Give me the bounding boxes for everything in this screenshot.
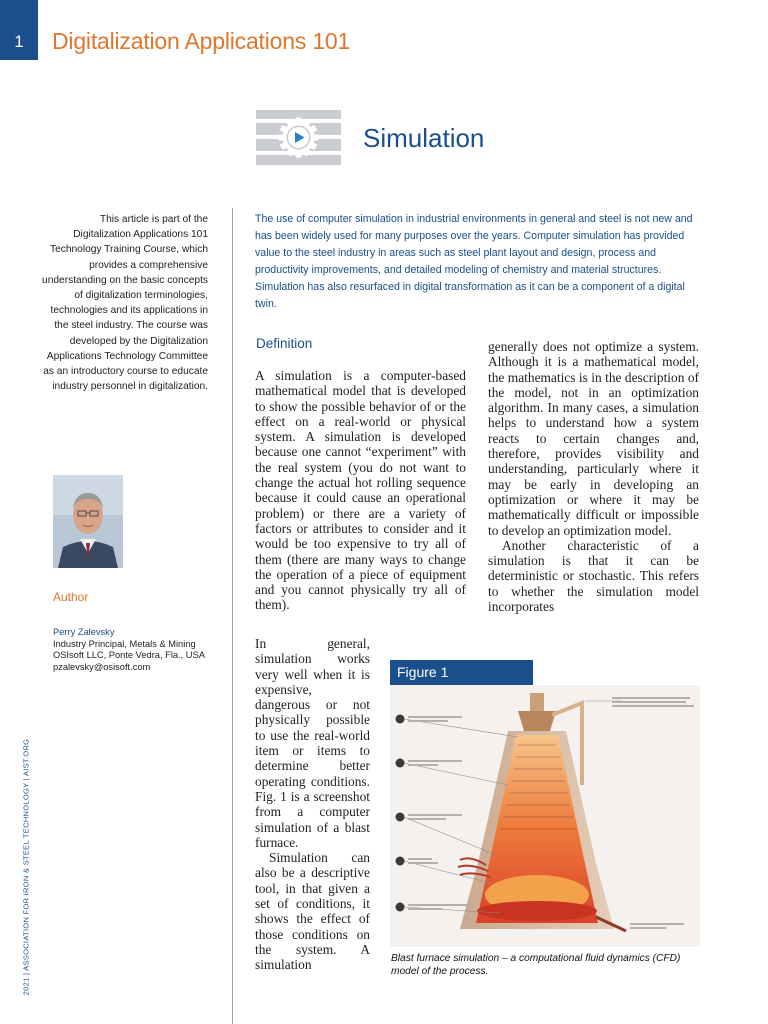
body-column-2 [488, 339, 699, 614]
sidebar-vertical-text: 2021 | ASSOCIATION FOR IRON & STEEL TECHNOLOGY | AIST.ORG [21, 738, 31, 996]
body-column-1 [255, 368, 466, 613]
page-number: 1 [14, 32, 24, 51]
gear-play-icon [256, 110, 341, 165]
blast-furnace-figure [390, 685, 700, 947]
body-column-1-narrow [255, 636, 370, 973]
body-paragraph: Simulation can also be a descriptive tool, in that given a set of conditions, it shows the effect of those conditions on the system. A simulation [255, 850, 370, 973]
author-photo [53, 475, 123, 568]
definition-heading: Definition [256, 336, 313, 351]
figure-label: Figure 1 [397, 664, 449, 680]
author-org: OSIsoft LLC, Ponte Vedra, Fla., USA [53, 650, 205, 660]
course-intro-note [40, 212, 208, 394]
author-email: pzalevsky@osisoft.com [53, 661, 151, 672]
body-paragraph: In general, simulation works very well when it is expensive, dangerous or not physically possible to use the real-world item or items to determine better operating conditions. Fig. 1 is a screenshot from a computer simulation of a blast furnace. [255, 636, 370, 850]
body-paragraph: Another characteristic of a simulation is that it can be deterministic or stochastic. This refers to whether the simulation model incorporates [488, 537, 699, 615]
lead-paragraph [255, 211, 700, 313]
sidebar-vertical-credit [16, 738, 36, 996]
running-header-title: Digitalization Applications 101 [52, 28, 351, 54]
author-name: Perry Zalevsky [53, 627, 115, 637]
author-title: Industry Principal, Metals & Mining [53, 638, 196, 649]
course-intro-text: This article is part of the Digitalization Applications 101 Technology Training Course, which provides a comprehensive understanding on the basic concepts of digitalization terminologies, technologies and its applications in the steel industry. The course was developed by the Digitalization Applications Technology Committee as an introductory course to educate industry personnel in digitalization. [42, 214, 208, 393]
lead-text: The use of computer simulation in industrial environments in general and steel is not new and has been widely used for many purposes over the years. Computer simulation has provided value to the steel industry in areas such as steel plant layout and design, process and productivity improvements, and detailed modeling of chemistry and material structures. Simulation has also resurfaced in digital transformation as it can be a component of a digital twin. [255, 213, 693, 310]
section-title: Simulation [363, 123, 485, 153]
body-paragraph: generally does not optimize a system. Although it is a mathematical model, the mathematics is in the description of the model, not in an optimization algorithm. In many cases, a simulation helps to understand how a system reacts to certain changes and, therefore, provides visibility and understanding, particularly where it may be early in developing an optimization or where it may be mathematically difficult or impossible to develop an optimization model. [488, 339, 699, 538]
author-info [53, 627, 231, 673]
author-label: Author [53, 590, 89, 604]
column-divider [232, 208, 233, 1024]
body-paragraph: A simulation is a computer-based mathematical model that is developed to show the possible behavior of or the effect on a real-world or physical system. A simulation is developed because one cannot “experiment” with the real system (you do not want to change the actual hot rolling sequence because it could cause an operational problem) or there are a variety of factors or attributes to consider and it would be too expensive to try all of them (there are many ways to change the operation of a piece of equipment and you cannot physically try all of them). [255, 368, 466, 613]
figure-caption: Blast furnace simulation – a computational fluid dynamics (CFD) model of the process. [391, 953, 681, 977]
